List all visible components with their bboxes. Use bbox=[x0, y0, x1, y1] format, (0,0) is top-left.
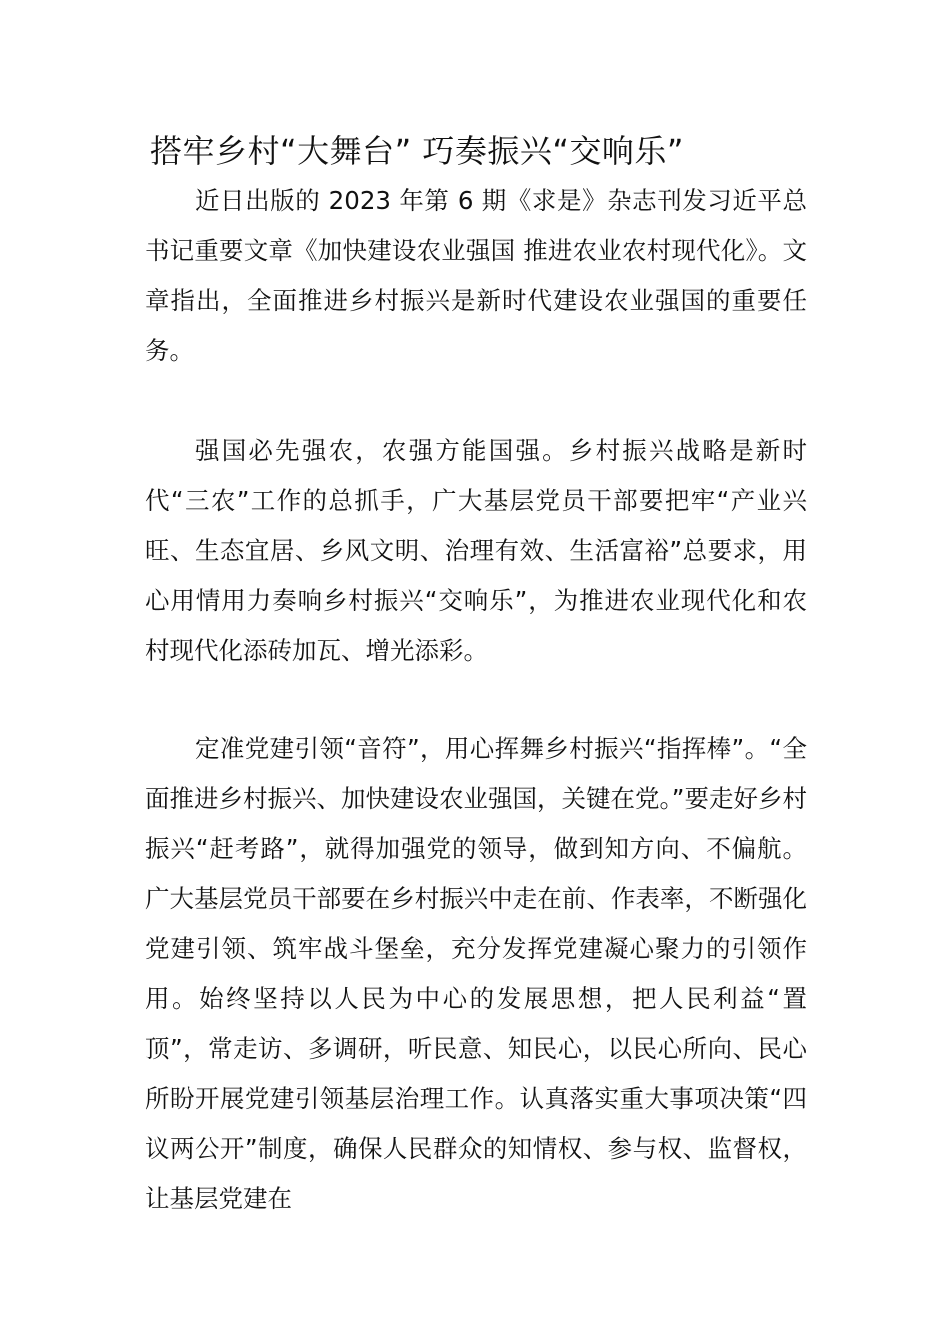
document-title: 搭牢乡村“大舞台” 巧奏振兴“交响乐” bbox=[150, 132, 684, 170]
paragraph-2: 强国必先强农，农强方能国强。乡村振兴战略是新时代“三农”工作的总抓手，广大基层党员干部要把牢“产业兴旺、生态宜居、乡风文明、治理有效、生活富裕”总要求，用心用情用力奏响乡村振兴“交响乐”，为推进农业现代化和农村现代化添砖加瓦、增光添彩。 bbox=[145, 436, 807, 665]
paragraph-1: 近日出版的 2023 年第 6 期《求是》杂志刊发习近平总书记重要文章《加快建设农业强国 推进农业农村现代化》。文章指出，全面推进乡村振兴是新时代建设农业强国的重要任务。 bbox=[145, 186, 807, 365]
paragraph-3: 定准党建引领“音符”，用心挥舞乡村振兴“指挥棒”。“全面推进乡村振兴、加快建设农业强国，关键在党。”要走好乡村振兴“赶考路”，就得加强党的领导，做到知方向、不偏航。广大基层党员干部要在乡村振兴中走在前、作表率，不断强化党建引领、筑牢战斗堡垒，充分发挥党建凝心聚力的引领作用。始终坚持以人民为中心的发展思想，把人民利益“置顶”，常走访、多调研，听民意、知民心，以民心所向、民心所盼开展党建引领基层治理工作。认真落实重大事项决策“四议两公开”制度，确保人民群众的知情权、参与权、监督权，让基层党建在 bbox=[145, 734, 807, 1213]
